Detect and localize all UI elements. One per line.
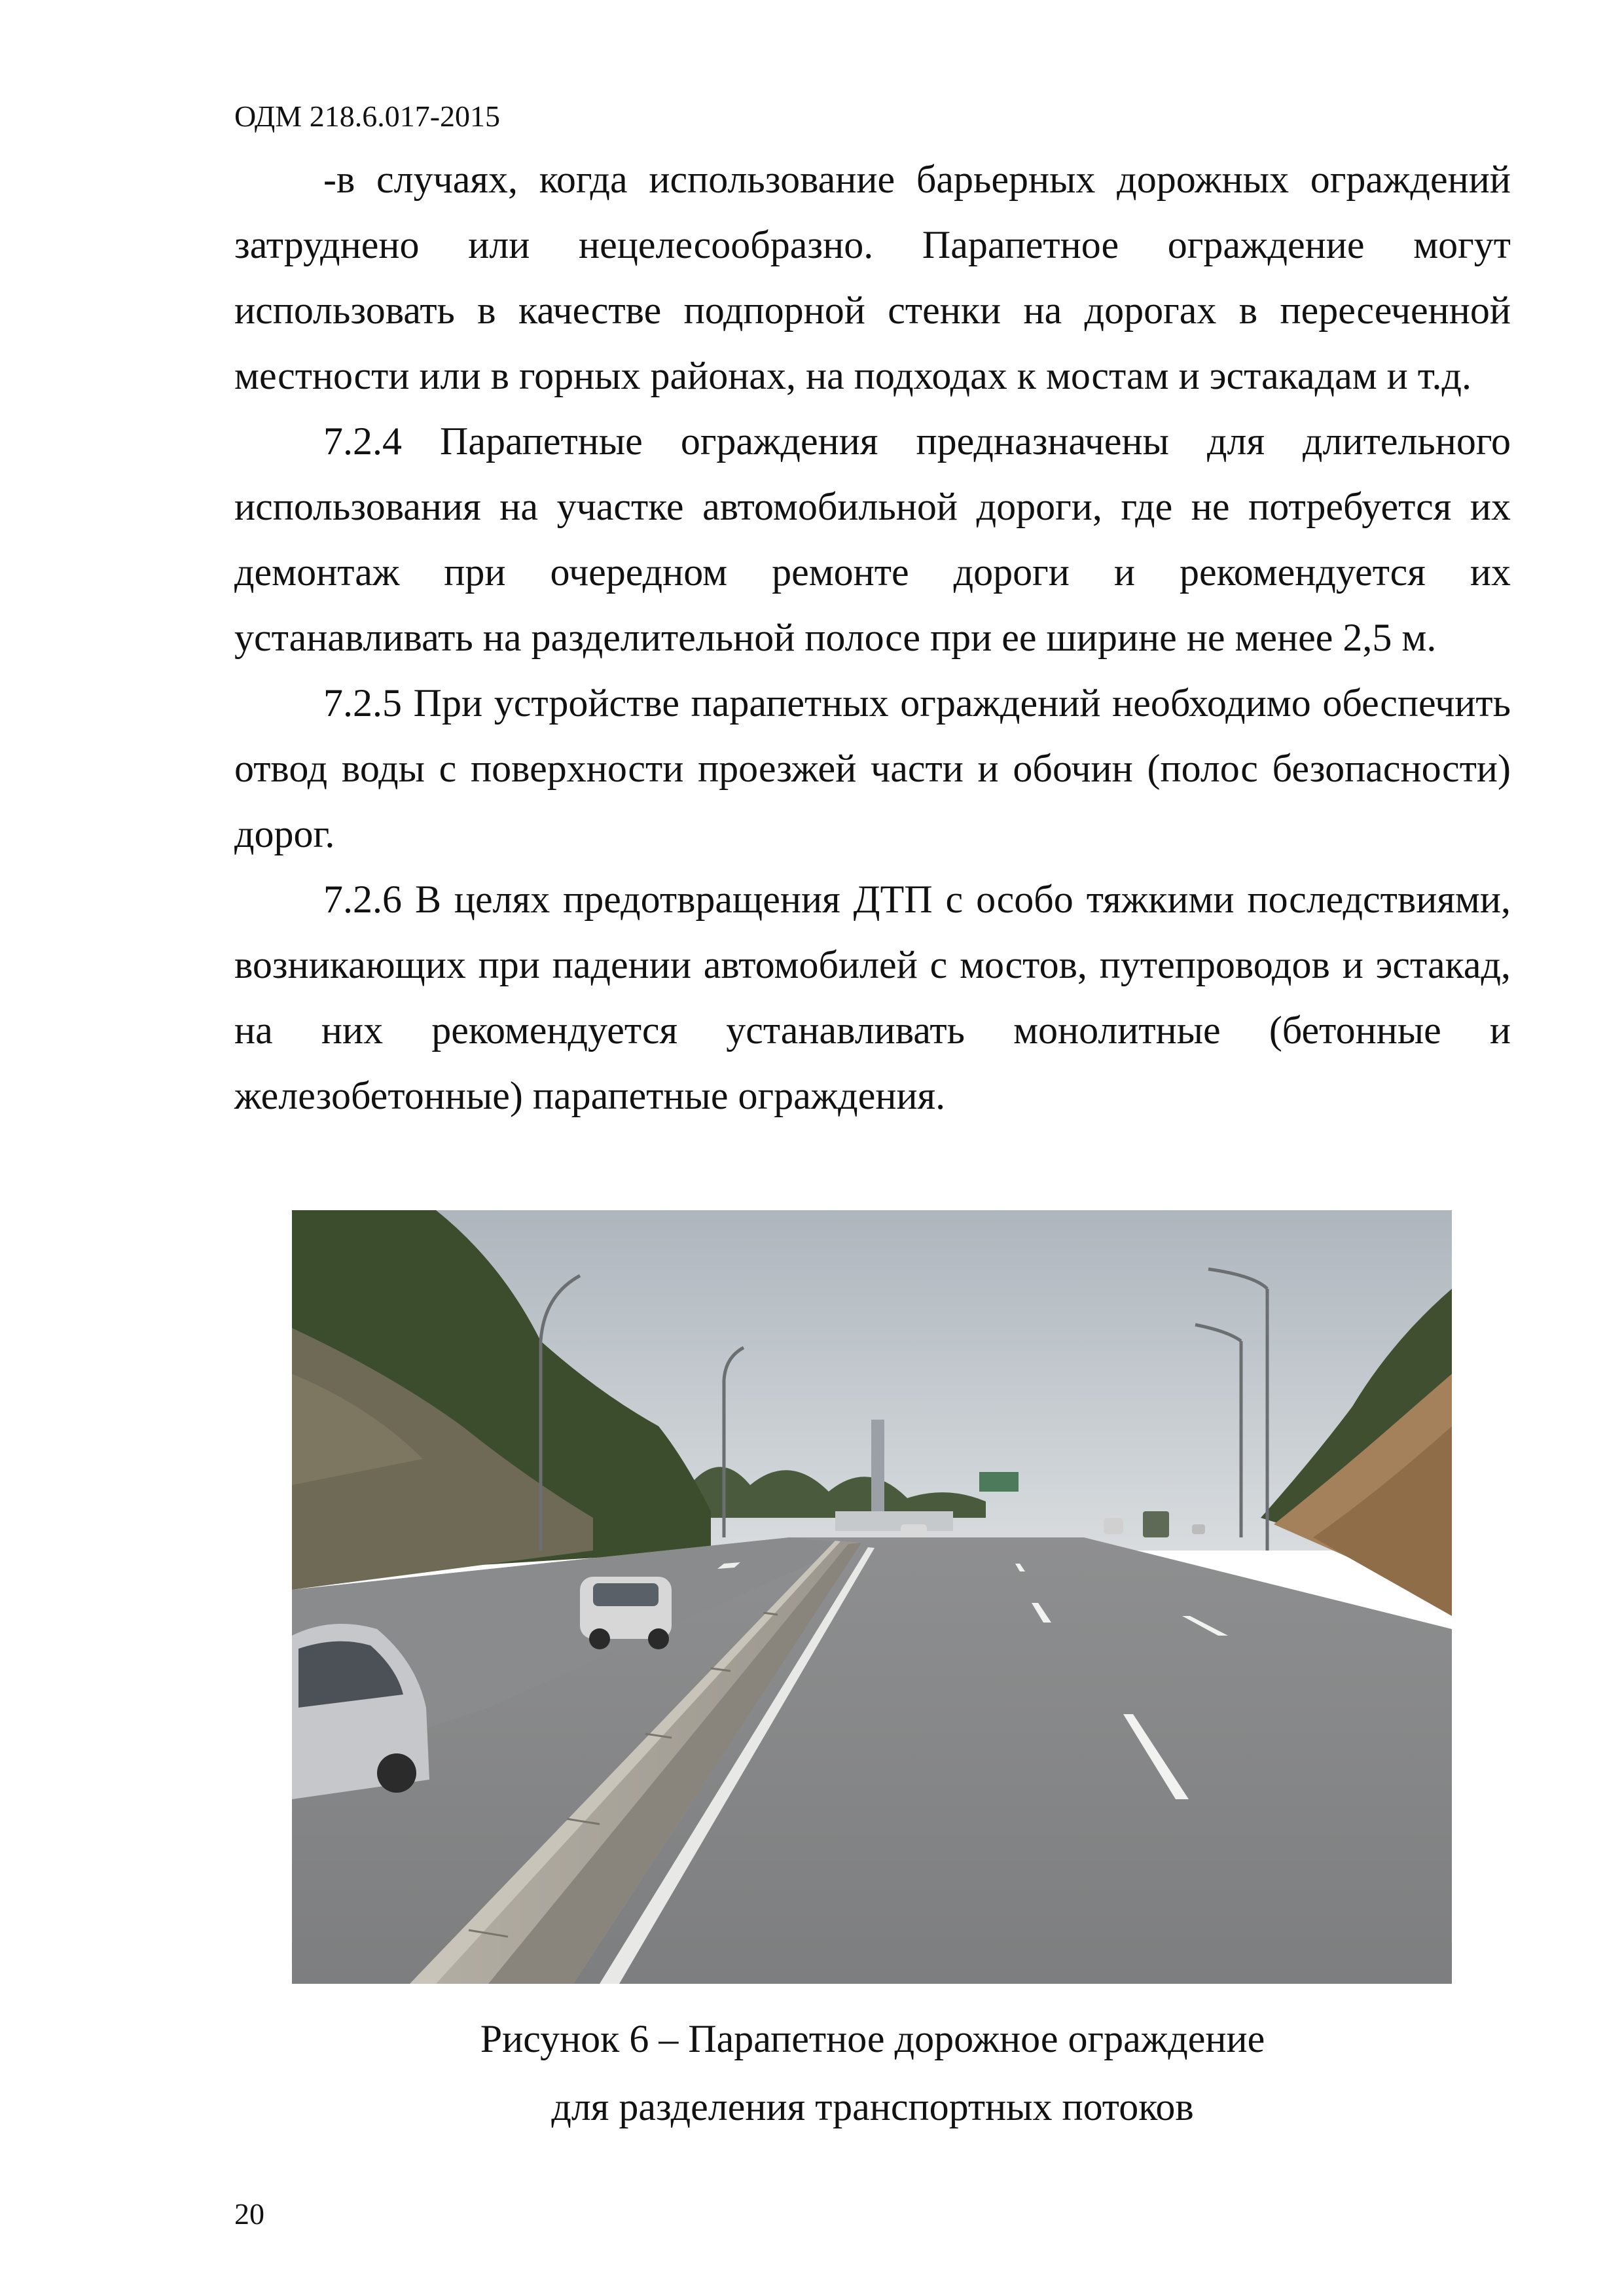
paragraph: -в случаях, когда использование барьерных дорожных ограждений затруднено или нецелесообразно. Парапетное ограждение могут использовать в качестве подпорной стенки на дорогах в пересеченной местности или в горных районах, на подходах к мостам и эстакадам и т.д. — [234, 158, 1511, 397]
page-number: 20 — [234, 2197, 264, 2231]
document-code-header: ОДМ 218.6.017-2015 — [234, 99, 501, 133]
body-text — [234, 147, 1511, 1128]
paragraph: 7.2.4 Парапетные ограждения предназначены для длительного использования на участке автомобильной дороги, где не потребуется их демонтаж при очередном ремонте дороги и рекомендуется их устанавливать на разделительной полосе при ее ширине не менее 2,5 м. — [234, 420, 1511, 659]
figure-caption — [234, 2005, 1511, 2141]
paragraph: 7.2.5 При устройстве парапетных ограждений необходимо обеспечить отвод воды с поверхности проезжей части и обочин (полос безопасности) дорог. — [234, 681, 1511, 855]
caption-line: для разделения транспортных потоков — [551, 2085, 1194, 2128]
road-parapet-photo — [292, 1210, 1452, 1984]
caption-line: Рисунок 6 – Парапетное дорожное ограждение — [480, 2017, 1265, 2060]
paragraph: 7.2.6 В целях предотвращения ДТП с особо тяжкими последствиями, возникающих при падении автомобилей с мостов, путепроводов и эстакад, на них рекомендуется устанавливать монолитные (бетонные и железобетонные) парапетные ограждения. — [234, 878, 1511, 1117]
